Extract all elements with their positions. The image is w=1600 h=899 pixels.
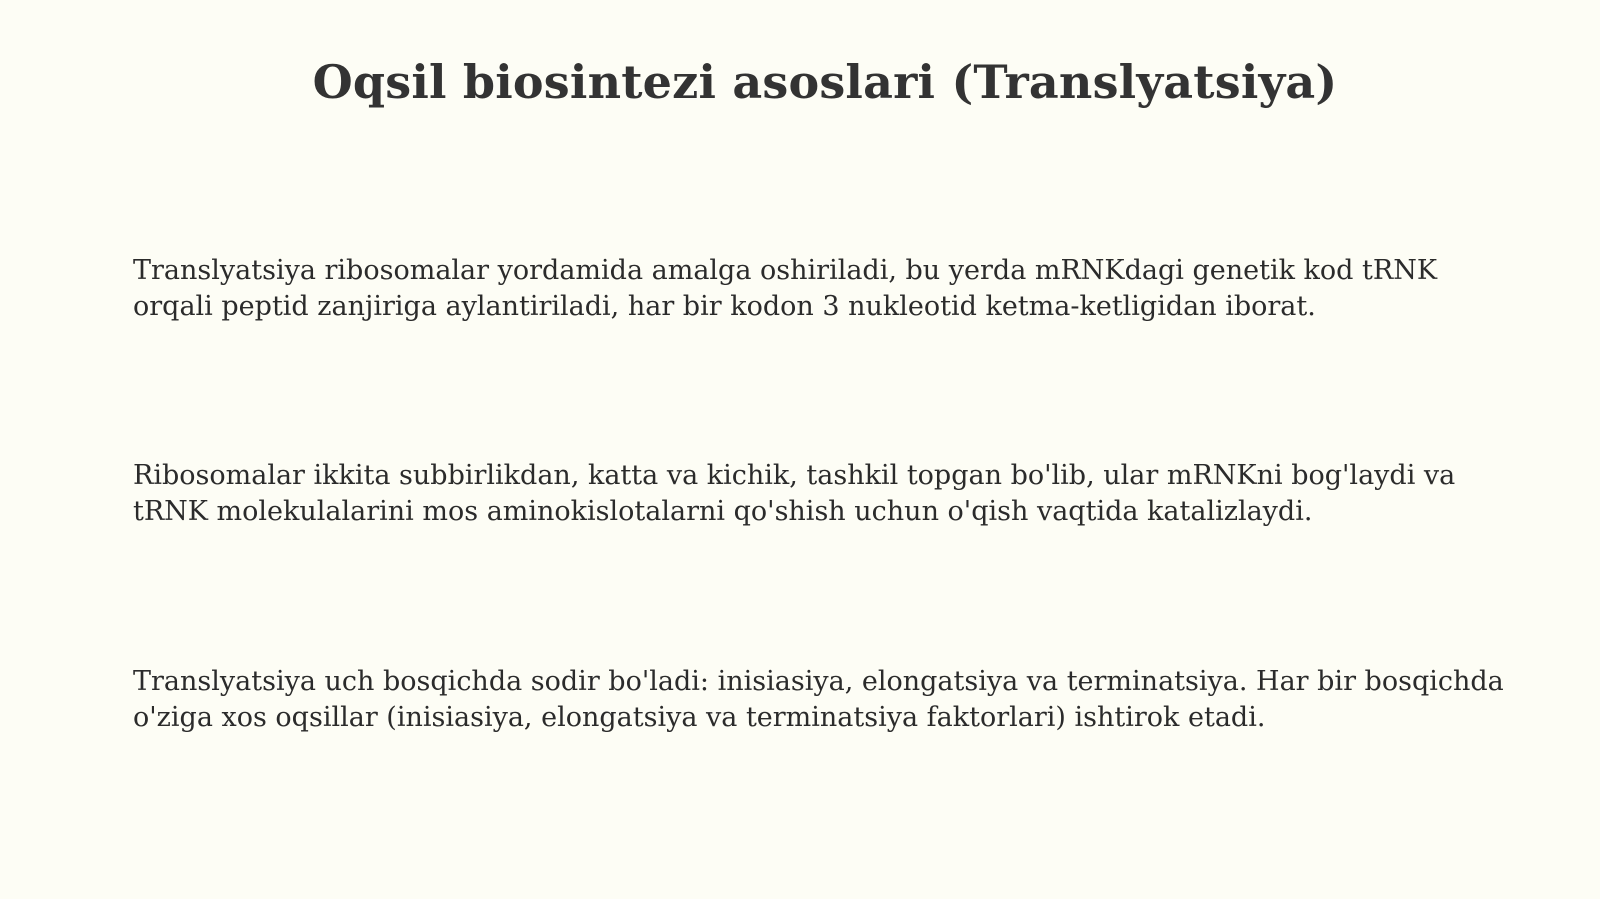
paragraph-translation-overview: Translyatsiya ribosomalar yordamida amalga oshiriladi, bu yerda mRNKdagi genetik kod tRNK orqali peptid zanjiriga aylantiriladi, har bir kodon 3 nukleotid ketma-ketligidan iborat. (133, 255, 1438, 322)
slide-title: Oqsil biosintezi asoslari (Translyatsiya) (312, 55, 1338, 109)
paragraph-translation-stages: Translyatsiya uch bosqichda sodir bo'ladi: inisiasiya, elongatsiya va terminatsiya. Har bir bosqichda o'ziga xos oqsillar (inisiasiya, elongatsiya va terminatsiya faktorlari) ishtirok etadi. (133, 666, 1504, 733)
paragraph-ribosome-structure: Ribosomalar ikkita subbirlikdan, katta va kichik, tashkil topgan bo'lib, ular mRNKni bog'laydi va tRNK molekulalarini mos aminokislotalarni qo'shish uchun o'qish vaqtida katalizlaydi. (133, 460, 1456, 527)
